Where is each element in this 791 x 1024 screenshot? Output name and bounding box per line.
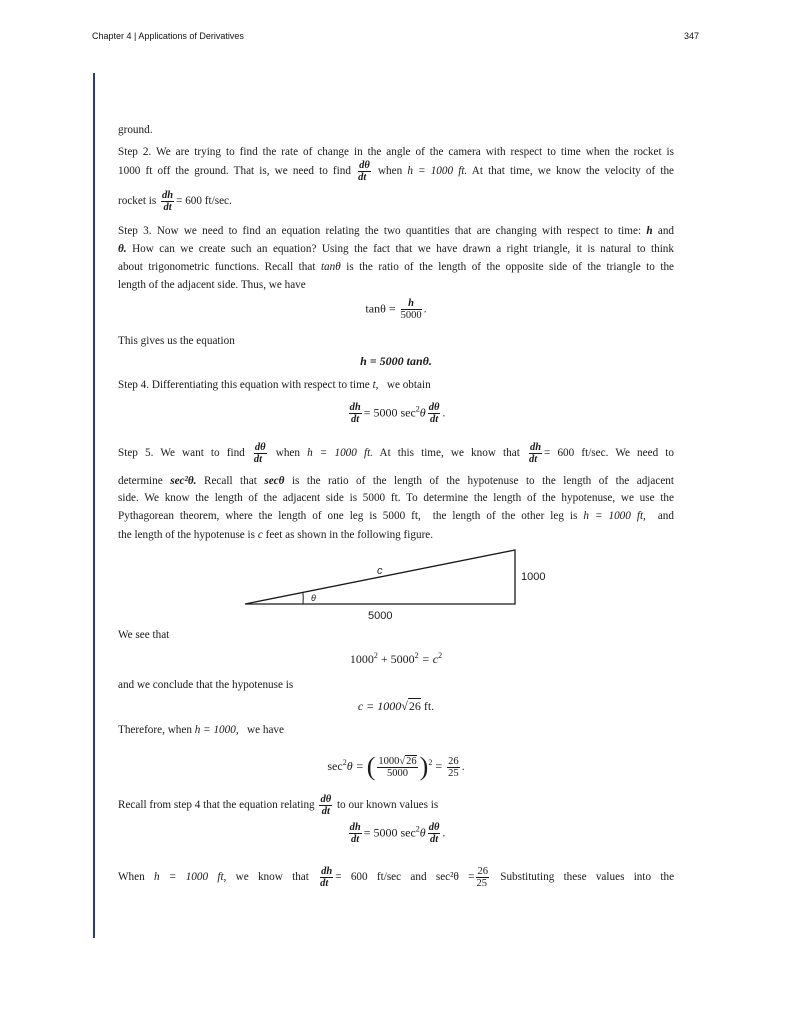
paragraph-recall: Recall from step 4 that the equation relating $\frac{d\theta}{dt}$ to our known values is (118, 794, 439, 817)
step4-line: Step 4. Differentiating this equation with respect to time t, we obtain (118, 379, 431, 391)
paragraph-when: When h = 1000 ft, we know that $\frac{dh}{dt}$ = 600 ft/sec and sec²θ = $\frac{26}{25}$ Substituting these values into the (118, 866, 675, 889)
angle-label: θ (311, 593, 316, 603)
step5-line4: Pythagorean theorem, where the length of one leg is 5000 ft, the length of the other leg is h = 1000 ft, and (118, 510, 674, 522)
equation-derivative-repeat: $\frac{dh}{dt}$ = 5000 $\sec^2\theta$ $\frac{d\theta}{dt}$ . (349, 822, 446, 845)
step5-line1: Step 5. We want to find $\frac{d\theta}{dt}$ when h = 1000 ft. At this time, we know that $\frac{dh}{dt}$ = 600 ft/sec. We need to (118, 442, 674, 465)
right-triangle-figure (240, 545, 560, 625)
step3-line2: θ. How can we create such an equation? Using the fact that we have drawn a right triangle, it is natural to think (118, 243, 674, 255)
paragraph-therefore: Therefore, when h = 1000, we have (118, 724, 284, 736)
step3-line1: Step 3. Now we need to find an equation relating the two quantities that are changing with respect to time: h and (118, 225, 675, 237)
equation-derivative: $\frac{dh}{dt}$ = 5000 $\sec^2\theta$ $\frac{d\theta}{dt}$ . (349, 402, 446, 425)
step3-line4: length of the adjacent side. Thus, we have (118, 279, 306, 291)
fraction-dh-dt: $\frac{dh}{dt}$ (162, 190, 174, 213)
equation-pythagorean: $1000^2 + 5000^2 = c^2$ (349, 651, 443, 666)
step5-line3: side. We know the length of the adjacent side is 5000 ft. To determine the length of the hypotenuse, we use the (118, 492, 674, 504)
paragraph-gives: This gives us the equation (118, 335, 235, 347)
equation-tan: tanθ = $\frac{h}{5000}$ . (365, 298, 427, 321)
hypotenuse-label: c (377, 565, 383, 577)
triangle-outline (245, 550, 515, 604)
step2-line2: 1000 ft off the ground. That is, we need to find $\frac{d\theta}{dt}$ when h = 1000 ft. At that time, we know the velocity of the (118, 160, 675, 183)
equation-h: h = 5000 tanθ. (360, 354, 432, 368)
opposite-label: 1000 (521, 571, 546, 583)
paragraph-we-see: We see that (118, 629, 170, 641)
step5-line2: determine sec²θ. Recall that secθ is the ratio of the length of the hypotenuse to the length of the adjacent (118, 475, 675, 487)
step3-line3: about trigonometric functions. Recall that tanθ is the ratio of the length of the opposite side of the triangle to the (118, 261, 675, 273)
equation-sec-squared: $\sec^2\theta$ = ( $\frac{1000√26}{5000}$ )$^2$ = $\frac{26}{25}$ . (327, 752, 465, 781)
step5-line5: the length of the hypotenuse is c feet as shown in the following figure. (118, 529, 434, 541)
equation-hypotenuse: c = 1000√26 ft. (357, 699, 435, 713)
paragraph-conclude: and we conclude that the hypotenuse is (118, 679, 294, 691)
adjacent-label: 5000 (368, 610, 393, 622)
margin-rule (93, 73, 95, 938)
fraction-dtheta-dt: $\frac{d\theta}{dt}$ (358, 160, 370, 183)
paragraph-ground: ground. (118, 124, 153, 136)
step2-line1: Step 2. We are trying to find the rate of change in the angle of the camera with respect to time when the rocket is (118, 146, 674, 158)
running-header-chapter: Chapter 4 | Applications of Derivatives (92, 31, 244, 41)
page-number: 347 (683, 31, 699, 41)
step2-line3: rocket is $\frac{dh}{dt}$ = 600 ft/sec. (118, 190, 232, 213)
